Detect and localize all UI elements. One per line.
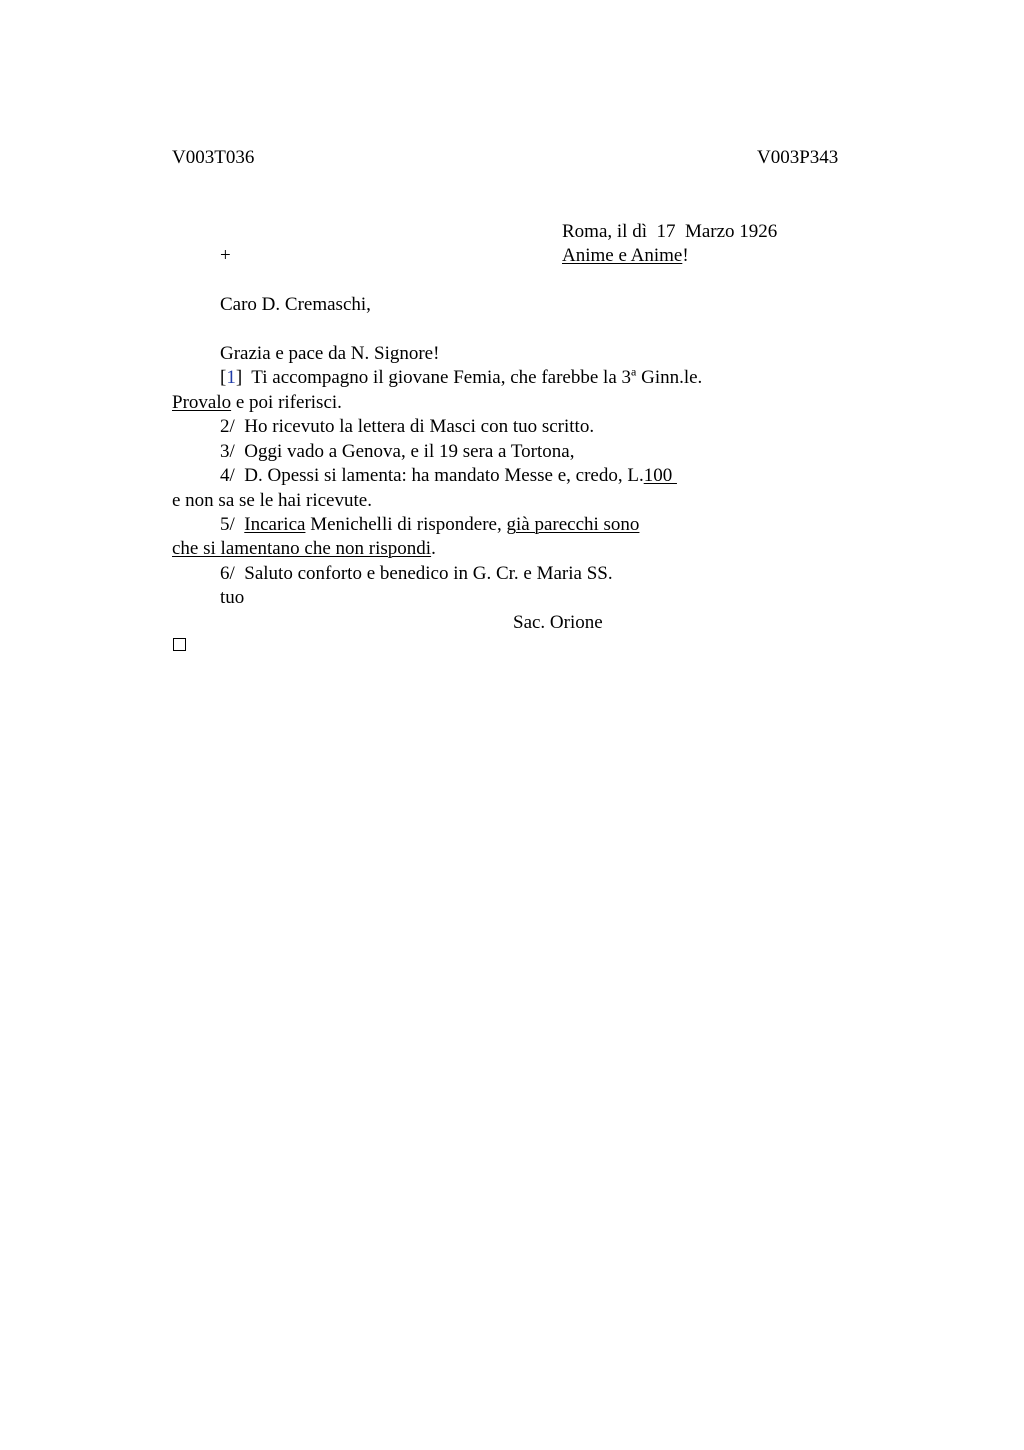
paragraph-1-tail: Ginn.le. — [636, 367, 703, 388]
paragraph-5 — [220, 513, 639, 537]
paragraph-3: 3/ Oggi vado a Genova, e il 19 sera a Tortona, — [220, 441, 575, 462]
signature: Sac. Orione — [513, 612, 603, 633]
amount-underlined: 100 — [643, 465, 677, 486]
paragraph-number: 1 — [226, 367, 236, 388]
paragraph-6: 6/ Saluto conforto e benedico in G. Cr. e Maria SS. — [220, 563, 613, 584]
lamentano-underlined: che si lamentano che non rispondi — [172, 538, 432, 559]
motto — [562, 244, 689, 268]
closing: tuo — [220, 587, 245, 608]
paragraph-1-text: ] Ti accompagno il giovane Femia, che farebbe la 3 — [235, 367, 632, 388]
paragraph-2: 2/ Ho ricevuto la lettera di Masci con tuo scritto. — [220, 416, 595, 437]
cross-mark: + — [220, 245, 231, 266]
header-left-code: V003T036 — [172, 147, 255, 168]
paragraph-4-continued: e non sa se le hai ricevute. — [172, 490, 372, 511]
paragraph-5-continued-tail: . — [431, 538, 436, 559]
motto-tail: ! — [682, 245, 689, 266]
motto-underlined: Anime e Anime — [562, 245, 683, 266]
greeting: Grazia e pace da N. Signore! — [220, 343, 440, 364]
place-date: Roma, il dì 17 Marzo 1926 — [562, 221, 778, 242]
provalo-underlined: Provalo — [172, 392, 232, 413]
paragraph-1-continued — [172, 391, 342, 415]
paragraph-4-text: 4/ D. Opessi si lamenta: ha mandato Messe e, credo, L. — [220, 465, 644, 486]
ordinal-superscript: a — [631, 364, 637, 379]
bracket-open: [ — [220, 367, 227, 388]
end-mark-square-icon — [173, 638, 186, 651]
paragraph-1 — [220, 366, 702, 390]
header-right-code: V003P343 — [757, 147, 839, 168]
parecchi-underlined: già parecchi sono — [506, 514, 640, 535]
paragraph-5-mid: Menichelli di rispondere, — [305, 514, 507, 535]
paragraph-1-continued-tail: e poi riferisci. — [231, 392, 342, 413]
paragraph-5-lead: 5/ — [220, 514, 245, 535]
incarica-underlined: Incarica — [244, 514, 306, 535]
paragraph-5-continued — [172, 537, 436, 561]
salutation: Caro D. Cremaschi, — [220, 294, 371, 315]
paragraph-4 — [220, 464, 677, 488]
